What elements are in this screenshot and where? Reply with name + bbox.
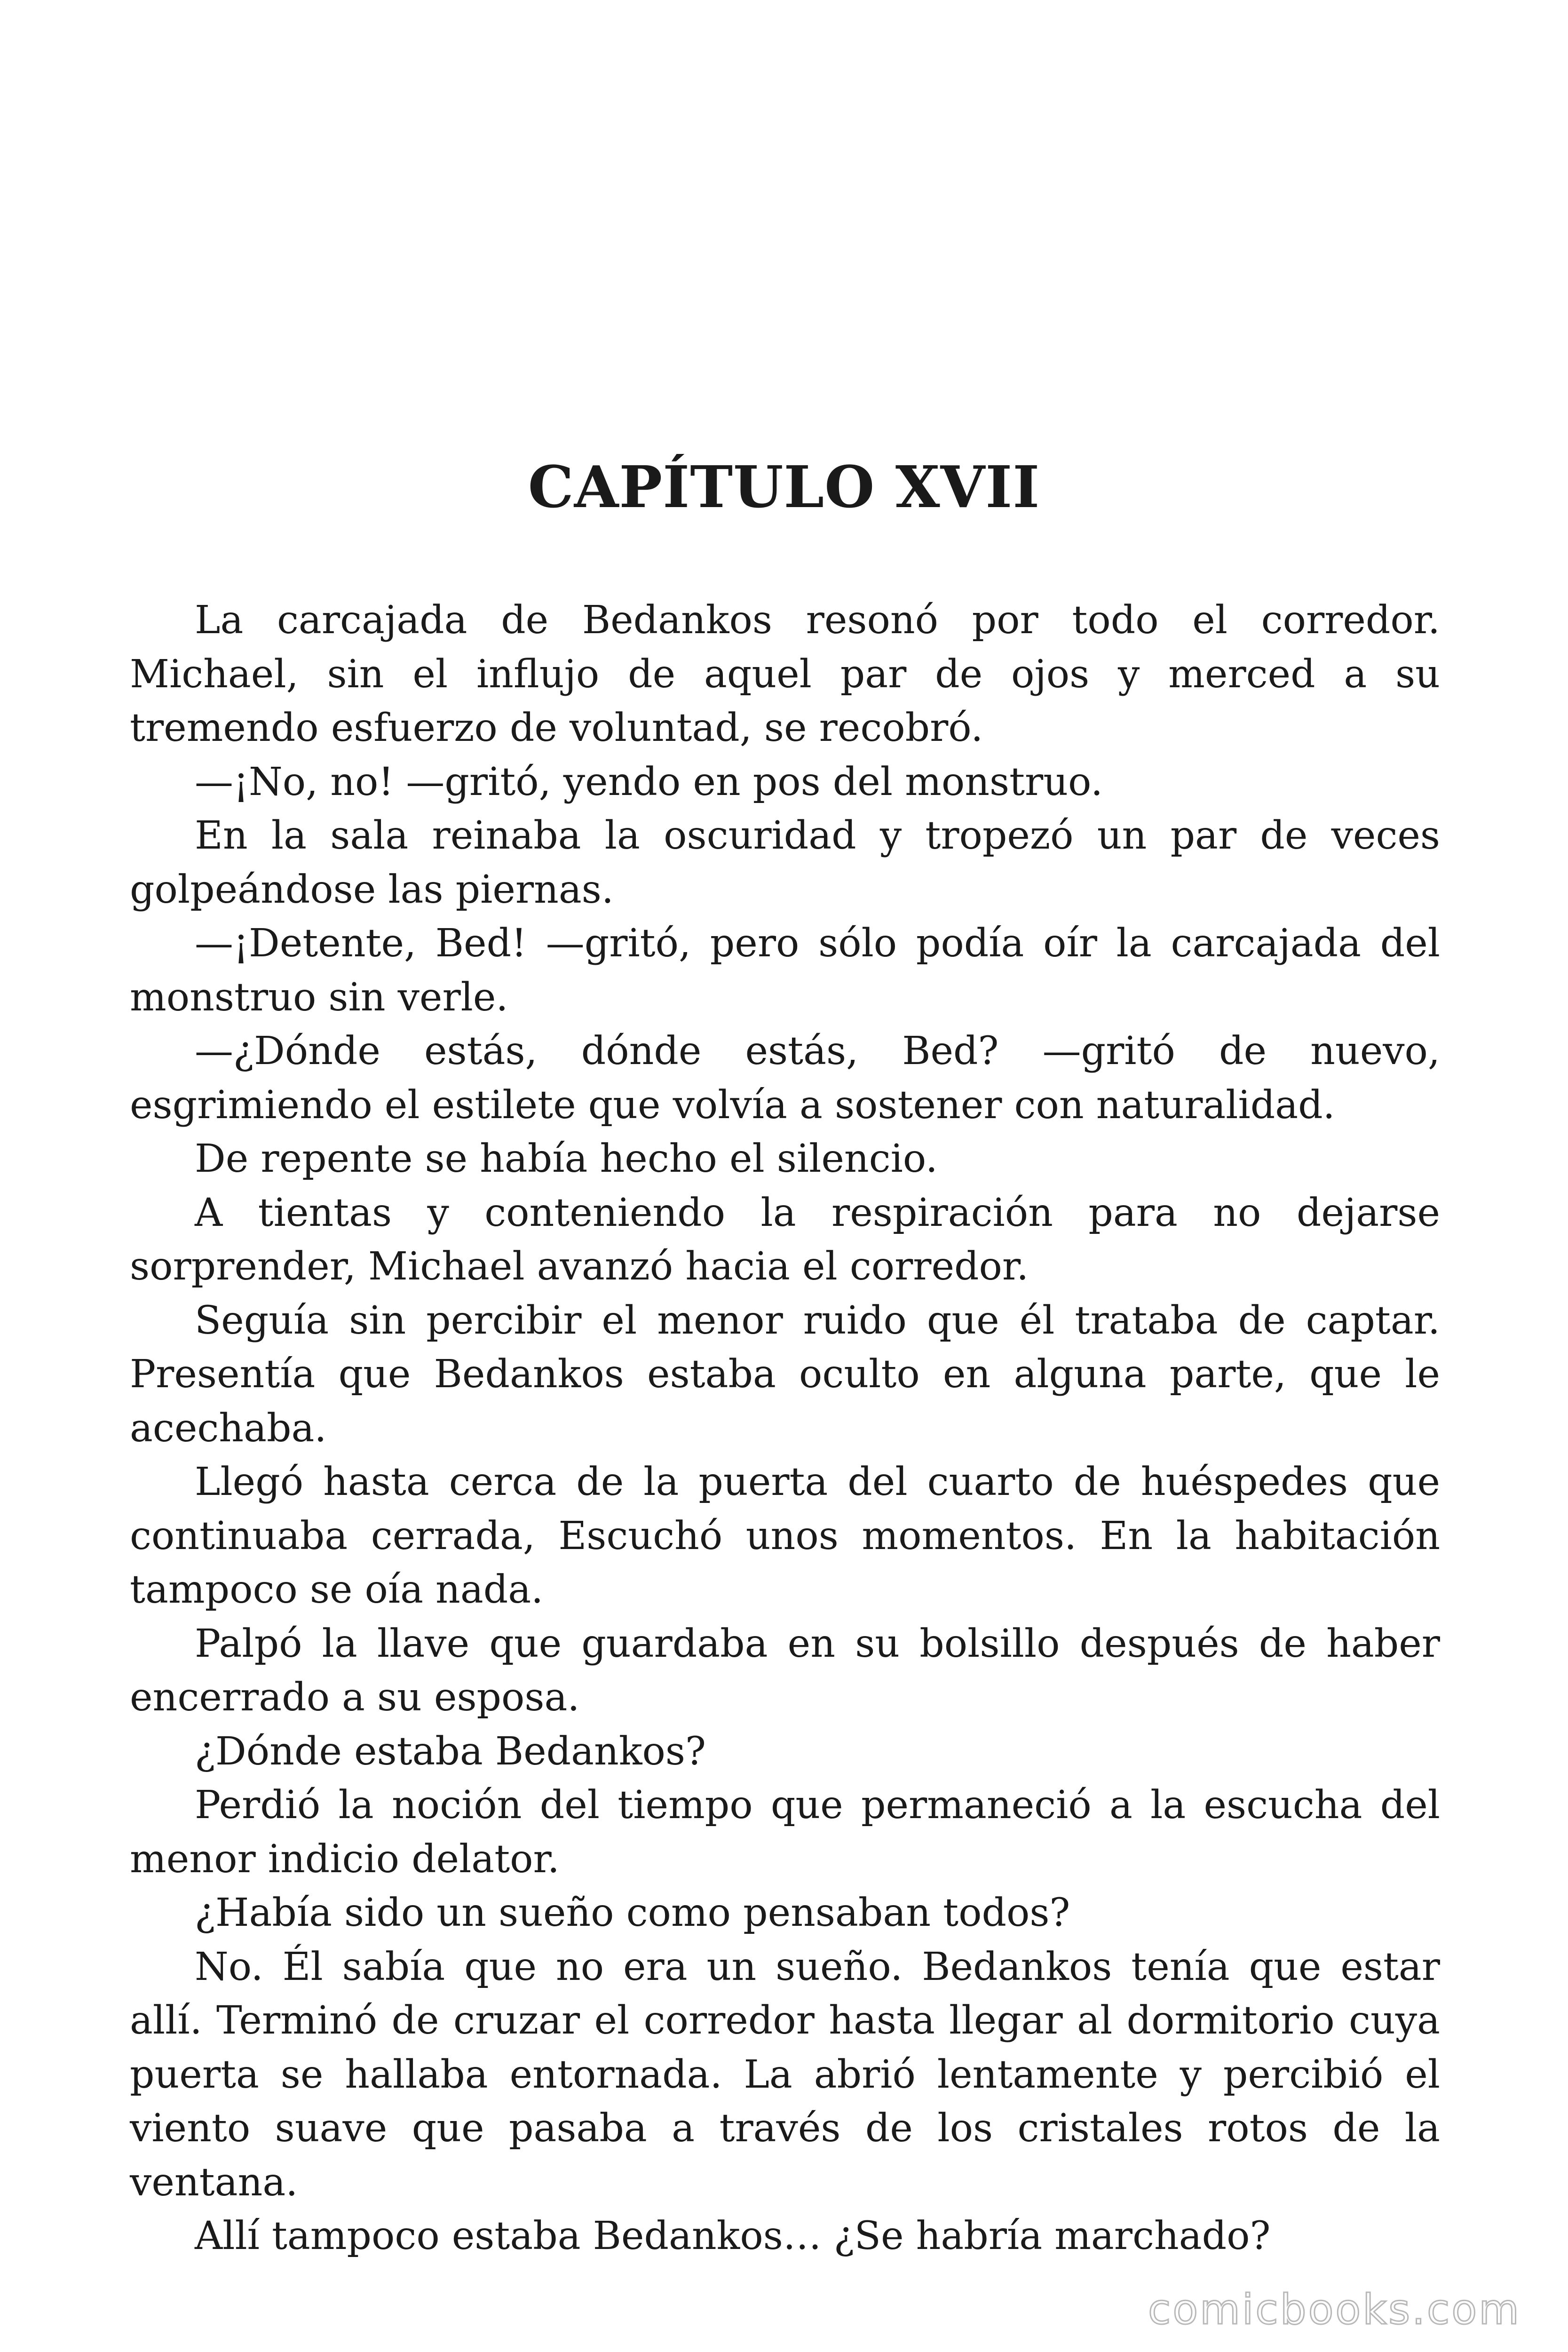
paragraph: No. Él sabía que no era un sueño. Bedankos tenía que estar allí. Terminó de cruzar el corredor hasta llegar al dormitorio cuya puerta se hallaba entornada. La abrió lentamente y percibió el viento suave que pasaba a través de los cristales rotos de la ventana.	[130, 1944, 1440, 2205]
paragraph: —¿Dónde estás, dónde estás, Bed? —gritó de nuevo, esgrimiendo el estilete que volvía a sostener con naturalidad.	[130, 1029, 1440, 1128]
paragraph: A tientas y conteniendo la respiración para no dejarse sorprender, Michael avanzó hacia el corredor.	[130, 1190, 1440, 1289]
chapter-title: CAPÍTULO XVII	[528, 453, 1040, 521]
paragraph: En la sala reinaba la oscuridad y tropezó un par de veces golpeándose las piernas.	[130, 813, 1440, 912]
paragraph: —¡No, no! —gritó, yendo en pos del monstruo.	[195, 759, 1103, 804]
paragraph: Llegó hasta cerca de la puerta del cuarto de huéspedes que continuaba cerrada, Escuchó unos momentos. En la habitación tampoco se oía nada.	[130, 1460, 1440, 1612]
paragraph: La carcajada de Bedankos resonó por todo el corredor. Michael, sin el influjo de aquel par de ojos y merced a su tremendo esfuerzo de voluntad, se recobró.	[130, 598, 1440, 750]
paragraph: De repente se había hecho el silencio.	[195, 1136, 938, 1181]
paragraph: —¡Detente, Bed! —gritó, pero sólo podía oír la carcajada del monstruo sin verle.	[130, 921, 1440, 1020]
paragraph: Perdió la noción del tiempo que permaneció a la escucha del menor indicio delator.	[130, 1783, 1440, 1882]
paragraph: ¿Había sido un sueño como pensaban todos?	[195, 1891, 1070, 1935]
paragraph: Palpó la llave que guardaba en su bolsillo después de haber encerrado a su esposa.	[130, 1621, 1440, 1720]
watermark: comicbooks.com	[1148, 2285, 1521, 2334]
paragraph: Seguía sin percibir el menor ruido que él trataba de captar. Presentía que Bedankos estaba oculto en alguna parte, que le acechaba.	[130, 1298, 1440, 1451]
paragraph: Allí tampoco estaba Bedankos… ¿Se habría marchado?	[195, 2214, 1271, 2258]
paragraph: ¿Dónde estaba Bedankos?	[195, 1729, 706, 1774]
chapter-body	[130, 594, 1440, 2264]
